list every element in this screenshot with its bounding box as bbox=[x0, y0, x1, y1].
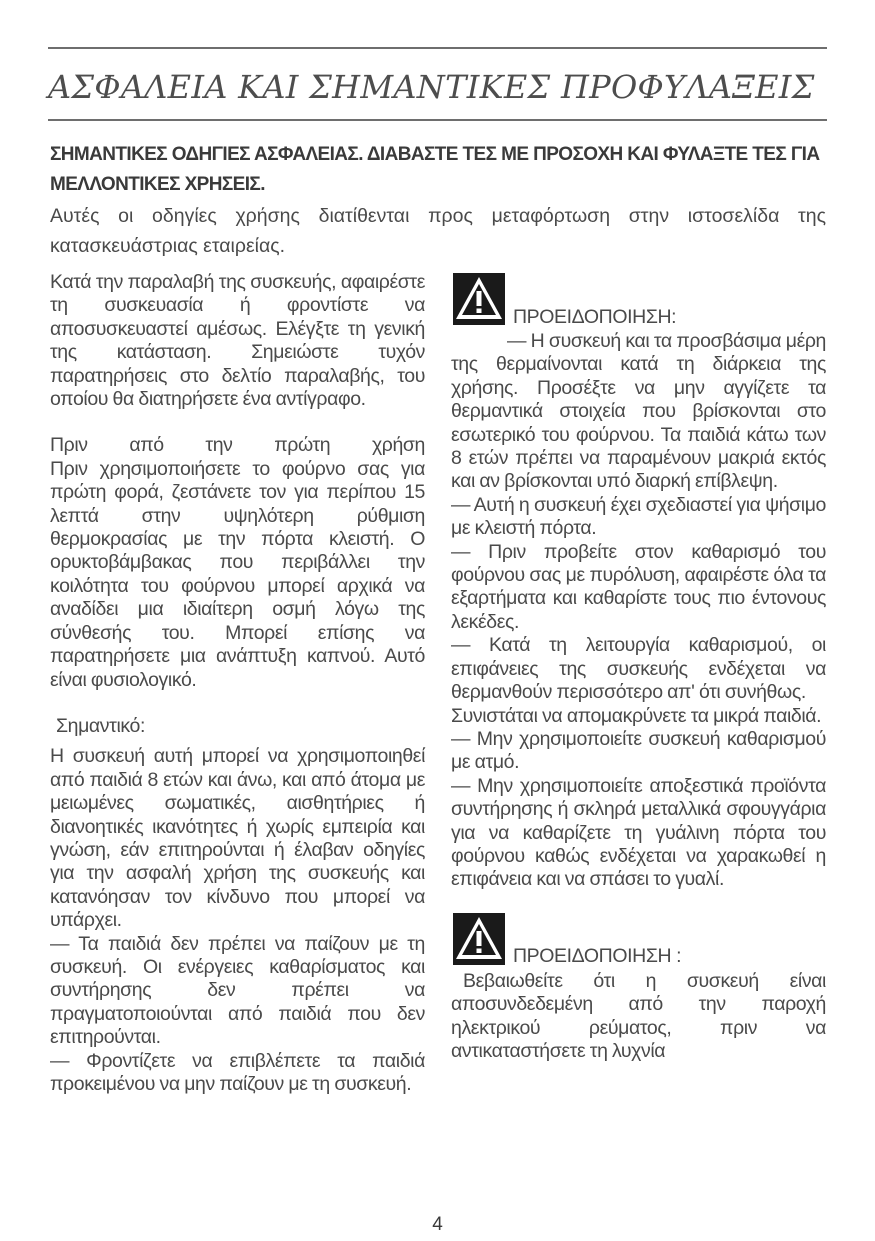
children-supervise-paragraph: — Φροντίζετε να επιβλέπετε τα παιδιά προκειμένου να μην παίζουν με τη συσκευή. bbox=[50, 1049, 425, 1095]
keep-children-away-paragraph: Συνιστάται να απομακρύνετε τα μικρά παιδιά. bbox=[451, 704, 822, 727]
cleaning-heat-paragraph: — Κατά τη λειτουργία καθαρισμού, οι επιφάνειες της συσκευής ενδέχεται να θερμανθούν περισσότερο απ' ότι συνήθως. bbox=[451, 634, 826, 704]
important-paragraph: Η συσκευή αυτή μπορεί να χρησιμοποιηθεί από παιδιά 8 ετών και άνω, και από άτομα με μειωμένες σωματικές, αισθητήριες ή διανοητικές ικανότητες ή χωρίς εμπειρία και γνώση, εάν επιτηρούνται ή έλαβαν οδηγίες για την ασφαλή χρήση της συσκευής και κατανόησαν τον κίνδυνο που μπορεί να υπάρχει. bbox=[50, 745, 425, 932]
warning-header-1 bbox=[451, 266, 826, 330]
no-steam-paragraph: — Μην χρησιμοποιείτε συσκευή καθαρισμού με ατμό. bbox=[451, 727, 826, 774]
warning-label-1: ΠΡΟΕΙΔΟΠΟΙΗΣΗ: bbox=[513, 305, 677, 328]
warning-label-2: ΠΡΟΕΙΔΟΠΟΙΗΣΗ : bbox=[513, 945, 682, 968]
title-divider bbox=[48, 119, 827, 121]
left-column bbox=[50, 271, 425, 1096]
disconnect-power-paragraph: Βεβαιωθείτε ότι η συσκευή είναι αποσυνδεδεμένη από την παροχή ηλεκτρικού ρεύματος, πριν να αντικαταστήσετε τη λυχνία bbox=[451, 969, 826, 1062]
warning-triangle-icon bbox=[453, 913, 505, 965]
page-number: 4 bbox=[432, 1214, 443, 1235]
hot-surfaces-paragraph: — Η συσκευή και τα προσβάσιμα μέρη της θερμαίνονται κατά τη διάρκεια της χρήσης. Προσέξτε να μην αγγίζετε τα θερμαντικά στοιχεία που βρίσκονται στο εσωτερικό του φούρνου. Τα παιδιά κάτω των 8 ετών πρέπει να παραμένουν μακριά εκτός και αν βρίσκονται υπό διαρκή επίβλεψη. bbox=[451, 330, 826, 493]
top-divider bbox=[48, 47, 827, 49]
no-abrasives-paragraph: — Μην χρησιμοποιείτε αποξεστικά προϊόντα συντήρησης ή σκληρά μεταλλικά σφουγγάρια για να καθαρίζετε τη γυάλινη πόρτα του φούρνου καθώς ενδέχεται να χαρακωθεί η επιφάνεια και να σπάσει το γυαλί. bbox=[451, 774, 826, 891]
children-play-paragraph: — Τα παιδιά δεν πρέπει να παίζουν με τη συσκευή. Οι ενέργειες καθαρίσματος και συντήρησης δεν πρέπει να πραγματοποιούνται από παιδιά που δεν επιτηρούνται. bbox=[50, 932, 425, 1049]
safety-instructions-heading: ΣΗΜΑΝΤΙΚΕΣ ΟΔΗΓΙΕΣ ΑΣΦΑΛΕΙΑΣ. ΔΙΑΒΑΣΤΕ ΤΕΣ ΜΕ ΠΡΟΣΟΧΗ ΚΑΙ ΦΥΛΑΞΤΕ ΤΕΣ ΓΙΑ ΜΕΛΛΟΝΤΙΚΕΣ ΧΡΗΣΕΙΣ. bbox=[50, 144, 820, 195]
pyrolysis-paragraph: — Πριν προβείτε στον καθαρισμό του φούρνου σας με πυρόλυση, αφαιρέστε όλα τα εξαρτήματα και καθαρίστε τους πιο έντονους λεκέδες. bbox=[451, 540, 826, 633]
page-title: ΑΣΦΑΛΕΙΑ ΚΑΙ ΣΗΜΑΝΤΙΚΕΣ ΠΡΟΦΥΛΑΞΕΙΣ bbox=[48, 68, 815, 106]
download-notice: Αυτές οι οδηγίες χρήσης διατίθενται προς μεταφόρτωση στην ιστοσελίδα της κατασκευάστριας εταιρείας. bbox=[50, 205, 826, 257]
first-use-paragraph: Πριν χρησιμοποιήσετε το φούρνο σας για πρώτη φορά, ζεστάνετε τον για περίπου 15 λεπτά στην υψηλότερη ρύθμιση θερμοκρασίας με την πόρτα κλειστή. Ο ορυκτοβάμβακας που περιβάλλει την κοιλότητα του φούρνου μπορεί αρχικά να αναδίδει μια ιδιαίτερη οσμή λόγω της σύνθεσής του. Μπορεί επίσης να παρατηρήσετε μια ανάπτυξη καπνού. Αυτό είναι φυσιολογικό. bbox=[50, 457, 425, 691]
important-heading: Σημαντικό: bbox=[56, 714, 145, 737]
unpacking-paragraph: Κατά την παραλαβή της συσκευής, αφαιρέστε τη συσκευασία ή φροντίστε να αποσυσκευαστεί αμέσως. Ελέγξτε τη γενική της κατάσταση. Σημειώστε τυχόν παρατηρήσεις στο δελτίο παραλαβής, του οποίου θα διατηρήσετε ένα αντίγραφο. bbox=[50, 271, 425, 411]
right-column bbox=[451, 266, 826, 1063]
first-use-heading: Πριν από την πρώτη χρήση bbox=[50, 434, 425, 457]
warning-header-2 bbox=[451, 906, 826, 970]
closed-door-paragraph: — Αυτή η συσκευή έχει σχεδιαστεί για ψήσιμο με κλειστή πόρτα. bbox=[451, 493, 826, 540]
warning-triangle-icon bbox=[453, 273, 505, 325]
